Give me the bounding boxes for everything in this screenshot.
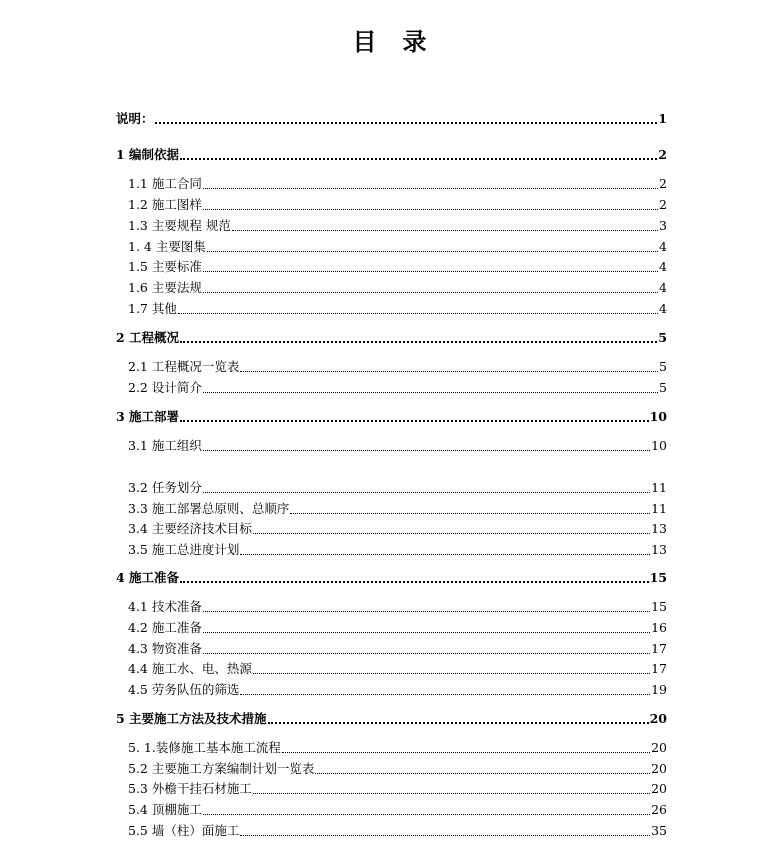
toc-leader (240, 834, 650, 836)
toc-leader (203, 449, 650, 451)
toc-entry[interactable] (128, 358, 667, 376)
toc-entry-page: 20 (649, 711, 667, 726)
toc-entry[interactable] (128, 238, 667, 256)
toc-entry-text: 2.2 设计简介 (128, 380, 202, 395)
toc-entry[interactable] (116, 110, 667, 128)
toc-leader (315, 772, 650, 774)
toc-leader (282, 751, 650, 753)
toc-entry-page: 17 (651, 641, 667, 656)
toc-leader (203, 813, 650, 815)
toc-leader (207, 250, 658, 252)
toc-entry-page: 16 (651, 620, 667, 635)
toc-leader (180, 580, 649, 583)
toc-leader (253, 792, 650, 794)
toc-entry[interactable] (128, 217, 667, 235)
toc-entry-page: 3 (659, 218, 667, 233)
toc-entry-text: 5.3 外檐干挂石材施工 (128, 781, 252, 796)
toc-entry[interactable] (128, 660, 667, 678)
toc-entry-text: 1.6 主要法规 (128, 280, 202, 295)
toc-entry-text: 1.1 施工合同 (128, 176, 202, 191)
toc-leader (240, 693, 650, 695)
toc-entry-page: 2 (658, 147, 667, 162)
toc-entry-text: 5. 1.装修施工基本施工流程 (128, 740, 281, 755)
toc-entry[interactable] (116, 569, 667, 587)
toc-entry[interactable] (128, 801, 667, 819)
toc-leader (290, 512, 650, 514)
toc-entry[interactable] (128, 300, 667, 318)
toc-entry[interactable] (116, 408, 667, 426)
toc-leader (178, 312, 658, 314)
toc-leader (203, 391, 658, 393)
toc-entry-page: 10 (649, 409, 667, 424)
toc-entry-text: 说明： (116, 111, 154, 126)
toc-entry-page: 4 (659, 239, 667, 254)
toc-leader (253, 672, 650, 674)
toc-entry-page: 11 (651, 501, 667, 516)
toc-entry[interactable] (128, 739, 667, 757)
toc-entry-text: 4.3 物资准备 (128, 641, 202, 656)
toc-entry[interactable] (128, 598, 667, 616)
toc-entry[interactable] (128, 175, 667, 193)
toc-entry[interactable] (128, 520, 667, 538)
toc-leader (203, 652, 650, 654)
toc-entry[interactable] (116, 329, 667, 347)
toc-entry-page: 4 (659, 301, 667, 316)
toc-entry-text: 4 施工准备 (116, 570, 180, 585)
toc-leader (268, 721, 649, 724)
toc-entry[interactable] (128, 780, 667, 798)
toc-leader (232, 229, 658, 231)
toc-entry-page: 5 (659, 380, 667, 395)
toc-leader (203, 631, 650, 633)
toc-entry-text: 4.2 施工准备 (128, 620, 202, 635)
toc-entry-text: 2.1 工程概况一览表 (128, 359, 240, 374)
toc-entry[interactable] (128, 681, 667, 699)
toc-entry[interactable] (128, 479, 667, 497)
toc-entry-page: 20 (651, 740, 667, 755)
toc-entry-text: 3.4 主要经济技术目标 (128, 521, 252, 536)
toc-entry-text: 1.3 主要规程 规范 (128, 218, 231, 233)
toc-entry-text: 1.2 施工图样 (128, 197, 202, 212)
toc-entry-text: 1 编制依据 (116, 147, 180, 162)
toc-entry-text: 5 主要施工方法及技术措施 (116, 711, 267, 726)
toc-leader (203, 208, 658, 210)
toc-entry-text: 3 施工部署 (116, 409, 180, 424)
toc-entry-text: 5.5 墙（柱）面施工 (128, 823, 240, 838)
toc-leader (203, 610, 650, 612)
toc-entry-text: 1. 4 主要图集 (128, 239, 206, 254)
toc-leader (240, 370, 658, 372)
toc-entry-page: 35 (651, 823, 667, 838)
toc-entry-page: 20 (651, 761, 667, 776)
toc-entry-page: 15 (651, 599, 667, 614)
toc-entry-page: 15 (649, 570, 667, 585)
toc-entry-page: 17 (651, 661, 667, 676)
toc-entry-text: 4.1 技术准备 (128, 599, 202, 614)
toc-leader (180, 340, 657, 343)
toc-entry[interactable] (128, 822, 667, 840)
toc-entry[interactable] (128, 379, 667, 397)
toc-entry-text: 3.2 任务划分 (128, 480, 202, 495)
toc-entry[interactable] (128, 279, 667, 297)
toc-entry-text: 3.1 施工组织 (128, 438, 202, 453)
toc-entry-page: 19 (651, 682, 667, 697)
toc-entry[interactable] (128, 437, 667, 455)
toc-entry-page: 13 (651, 542, 667, 557)
toc-entry-text: 3.5 施工总进度计划 (128, 542, 240, 557)
toc-entry[interactable] (128, 196, 667, 214)
toc-entry-text: 5.2 主要施工方案编制计划一览表 (128, 761, 315, 776)
toc-entry-page: 10 (651, 438, 667, 453)
toc-leader (240, 553, 650, 555)
toc-leader (203, 270, 658, 272)
toc-entry[interactable] (128, 258, 667, 276)
toc-leader (253, 532, 650, 534)
toc-entry[interactable] (116, 146, 667, 164)
toc-leader (203, 291, 658, 293)
toc-leader (180, 157, 657, 160)
toc-entry-page: 5 (659, 359, 667, 374)
toc-entry-text: 5.4 顶棚施工 (128, 802, 202, 817)
toc-leader (180, 419, 649, 422)
toc-entry[interactable] (128, 760, 667, 778)
toc-entry[interactable] (128, 640, 667, 658)
toc-entry-page: 26 (651, 802, 667, 817)
toc-leader (203, 187, 658, 189)
toc-entry[interactable] (128, 619, 667, 637)
toc-entry-page: 13 (651, 521, 667, 536)
toc-entry-text: 4.5 劳务队伍的筛选 (128, 682, 240, 697)
toc-entry[interactable] (116, 710, 667, 728)
toc-entry[interactable] (128, 500, 667, 518)
toc-entry-text: 1.5 主要标准 (128, 259, 202, 274)
toc-entry-text: 4.4 施工水、电、热源 (128, 661, 252, 676)
toc-entry-page: 2 (659, 176, 667, 191)
toc-leader (203, 491, 650, 493)
toc-entry-page: 2 (659, 197, 667, 212)
toc-entry-text: 1.7 其他 (128, 301, 177, 316)
toc-entry-text: 2 工程概况 (116, 330, 180, 345)
toc-entry-page: 4 (659, 259, 667, 274)
toc-entry-page: 20 (651, 781, 667, 796)
toc-entry-page: 4 (659, 280, 667, 295)
toc-entry-page: 11 (651, 480, 667, 495)
toc-entry-page: 1 (658, 111, 667, 126)
toc-entry[interactable] (128, 541, 667, 559)
toc-leader (155, 121, 658, 124)
toc-entry-text: 3.3 施工部署总原则、总顺序 (128, 501, 290, 516)
toc-entry-page: 5 (658, 330, 667, 345)
page-title: 目 录 (352, 27, 428, 56)
